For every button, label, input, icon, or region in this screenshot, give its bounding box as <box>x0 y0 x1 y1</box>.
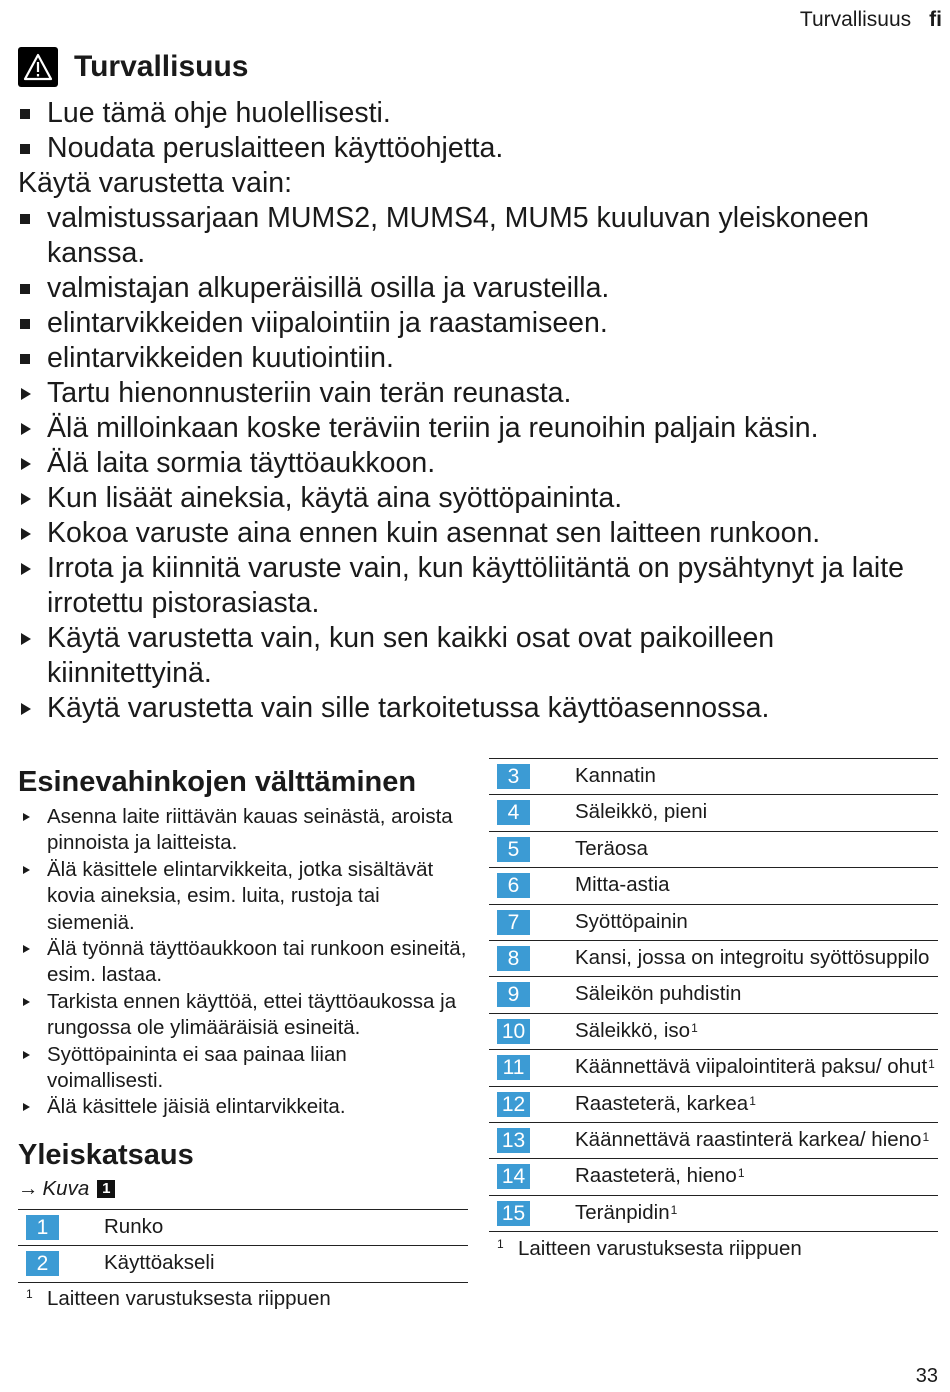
warning-item <box>18 446 938 481</box>
part-name: Raasteterä, karkea <box>575 1091 749 1115</box>
footnote-reference: 1 <box>749 1093 756 1108</box>
page-header <box>800 8 942 32</box>
part-name: Säleikön puhdistin <box>575 982 742 1006</box>
part-number-badge: 2 <box>26 1251 59 1276</box>
warning-item <box>18 516 938 551</box>
warning-item-text: Älä milloinkaan koske teräviin teriin ja reunoihin paljain käsin. <box>47 412 819 444</box>
warning-list <box>18 96 938 726</box>
warning-item-text: Käytä varustetta vain: <box>18 167 293 199</box>
footnote-mark: 1 <box>26 1286 33 1301</box>
part-name: Syöttöpainin <box>575 909 688 933</box>
square-bullet-icon <box>20 214 30 224</box>
part-row <box>489 1195 938 1231</box>
warning-item <box>18 341 938 376</box>
warning-item-text: Irrota ja kiinnitä varuste vain, kun käyttöliitäntä on pysähtynyt ja laite irrotettu pistorasiasta. <box>47 552 905 619</box>
warning-item-text: Noudata peruslaitteen käyttöohjetta. <box>47 132 504 164</box>
right-column <box>489 758 938 1261</box>
damage-item-text: Syöttöpaininta ei saa painaa liian voimallisesti. <box>47 1042 347 1093</box>
warning-intro-text <box>18 166 938 201</box>
part-name: Käyttöakseli <box>104 1251 215 1275</box>
part-row <box>489 904 938 940</box>
part-number-badge: 13 <box>497 1128 530 1153</box>
warning-item-text: Käytä varustetta vain, kun sen kaikki osat ovat paikoilleen kiinnitettyinä. <box>47 622 775 689</box>
footnote-right <box>489 1237 938 1261</box>
damage-item-text: Älä käsittele jäisiä elintarvikkeita. <box>47 1095 346 1119</box>
square-bullet-icon <box>20 319 30 329</box>
warning-item-text: Kun lisäät aineksia, käytä aina syöttöpaininta. <box>47 482 623 514</box>
triangle-bullet-icon <box>23 1103 30 1111</box>
damage-item <box>18 1094 468 1120</box>
part-row <box>18 1246 468 1282</box>
part-number-badge: 8 <box>497 946 530 971</box>
footnote-reference: 1 <box>922 1130 930 1145</box>
warning-item-text: Älä laita sormia täyttöaukkoon. <box>47 447 436 479</box>
warning-item <box>18 551 938 621</box>
square-bullet-icon <box>20 354 30 364</box>
part-row <box>489 1123 938 1159</box>
warning-title: Turvallisuus <box>74 50 249 83</box>
figure-reference <box>18 1175 468 1203</box>
footnote-reference: 1 <box>670 1202 678 1217</box>
triangle-bullet-icon <box>21 388 31 400</box>
warning-item-text: Käytä varustetta vain sille tarkoitetussa käyttöasennossa. <box>47 692 770 724</box>
part-number-badge: 10 <box>497 1019 530 1044</box>
triangle-bullet-icon <box>21 423 31 435</box>
warning-item <box>18 621 938 691</box>
triangle-bullet-icon <box>23 1051 30 1059</box>
header-language: fi <box>929 8 942 31</box>
part-row <box>489 868 938 904</box>
triangle-bullet-icon <box>23 813 30 821</box>
part-name: Teräosa <box>575 836 648 860</box>
damage-item-text: Tarkista ennen käyttöä, ettei täyttöaukossa ja rungossa ole ylimääräisiä esineitä. <box>47 989 457 1040</box>
warning-item <box>18 271 938 306</box>
figure-ref-text: Kuva <box>42 1176 90 1200</box>
footnote-mark: 1 <box>497 1237 504 1252</box>
triangle-bullet-icon <box>21 458 31 470</box>
parts-table-right <box>489 758 938 1232</box>
damage-item <box>18 1042 468 1095</box>
part-name: Runko <box>104 1214 164 1238</box>
part-number-badge: 15 <box>497 1201 530 1226</box>
warning-item <box>18 376 938 411</box>
damage-item <box>18 936 468 989</box>
warning-item <box>18 96 938 131</box>
triangle-bullet-icon <box>21 633 31 645</box>
warning-item-text: valmistajan alkuperäisillä osilla ja varusteilla. <box>47 272 610 304</box>
warning-item-text: valmistussarjaan MUMS2, MUMS4, MUM5 kuuluvan yleiskoneen kanssa. <box>47 202 870 269</box>
warning-item-text: Lue tämä ohje huolellisesti. <box>47 97 391 129</box>
header-section: Turvallisuus <box>799 8 912 31</box>
part-number-badge: 14 <box>497 1164 530 1189</box>
triangle-bullet-icon <box>21 563 31 575</box>
part-number-badge: 7 <box>497 910 530 935</box>
part-number-badge: 9 <box>497 982 530 1007</box>
footnote-text: Laitteen varustuksesta riippuen <box>47 1286 331 1310</box>
part-row <box>489 1013 938 1049</box>
square-bullet-icon <box>20 144 30 154</box>
warning-item-text: elintarvikkeiden viipalointiin ja raastamiseen. <box>47 307 608 339</box>
warning-item-text: Tartu hienonnusteriin vain terän reunasta. <box>47 377 572 409</box>
warning-heading <box>18 46 249 88</box>
part-number-badge: 11 <box>497 1055 530 1080</box>
part-row <box>489 941 938 977</box>
warning-triangle-icon <box>18 47 58 87</box>
footnote-reference: 1 <box>928 1057 935 1072</box>
triangle-bullet-icon <box>23 866 30 874</box>
warning-item <box>18 481 938 516</box>
part-name: Kansi, jossa on integroitu syöttösuppilo <box>575 946 930 970</box>
footnote-text: Laitteen varustuksesta riippuen <box>518 1237 802 1261</box>
overview-title: Yleiskatsaus <box>18 1138 194 1171</box>
part-row <box>489 831 938 867</box>
part-name: Käännettävä viipalointiterä paksu/ ohut <box>575 1055 928 1079</box>
warning-item-text: elintarvikkeiden kuutiointiin. <box>47 342 394 374</box>
warning-item <box>18 131 938 166</box>
damage-title: Esinevahinkojen välttäminen <box>18 766 417 798</box>
part-row <box>489 1159 938 1195</box>
damage-item-text: Älä työnnä täyttöaukkoon tai runkoon esineitä, esim. lastaa. <box>47 937 467 987</box>
part-name: Raasteterä, hieno <box>575 1164 737 1188</box>
triangle-bullet-icon <box>23 945 30 953</box>
warning-item <box>18 691 938 726</box>
damage-item <box>18 989 468 1042</box>
part-name: Säleikkö, pieni <box>575 800 708 824</box>
damage-item-text: Älä käsittele elintarvikkeita, jotka sisältävät kovia aineksia, esim. luita, rustoja tai siemeniä. <box>47 857 434 934</box>
part-row <box>18 1209 468 1245</box>
warning-item <box>18 201 938 271</box>
square-bullet-icon <box>20 284 30 294</box>
part-number-badge: 4 <box>497 800 530 825</box>
damage-item-text: Asenna laite riittävän kauas seinästä, aroista pinnoista ja laitteista. <box>47 805 453 855</box>
part-name: Käännettävä raastinterä karkea/ hieno <box>575 1128 922 1152</box>
triangle-bullet-icon <box>21 528 31 540</box>
triangle-bullet-icon <box>21 703 31 715</box>
parts-table-left <box>18 1209 468 1283</box>
page-number: 33 <box>915 1365 938 1387</box>
part-name: Teränpidin <box>575 1200 670 1224</box>
part-number-badge: 3 <box>497 764 530 789</box>
part-row <box>489 795 938 831</box>
part-name: Kannatin <box>575 764 656 787</box>
square-bullet-icon <box>20 109 30 119</box>
part-name: Säleikkö, iso <box>575 1018 691 1042</box>
damage-item <box>18 857 468 936</box>
triangle-bullet-icon <box>21 493 31 505</box>
damage-item <box>18 804 468 857</box>
warning-item <box>18 306 938 341</box>
warning-item-text: Kokoa varuste aina ennen kuin asennat sen laitteen runkoon. <box>47 517 821 549</box>
part-name: Mitta-astia <box>575 873 670 897</box>
warning-item <box>18 411 938 446</box>
part-number-badge: 5 <box>497 837 530 862</box>
part-number-badge: 1 <box>26 1215 59 1240</box>
footnote-reference: 1 <box>737 1166 745 1181</box>
footnote-left <box>18 1287 468 1311</box>
damage-list <box>18 804 468 1121</box>
part-row <box>489 1086 938 1122</box>
part-row <box>489 759 938 795</box>
part-number-badge: 6 <box>497 873 530 898</box>
figure-number-badge: 1 <box>97 1180 115 1198</box>
triangle-bullet-icon <box>23 998 30 1006</box>
part-number-badge: 12 <box>497 1092 530 1117</box>
part-row <box>489 1050 938 1086</box>
footnote-reference: 1 <box>691 1020 698 1035</box>
arrow-right-icon: → <box>18 1176 39 1200</box>
part-row <box>489 977 938 1013</box>
left-column <box>18 762 468 1311</box>
